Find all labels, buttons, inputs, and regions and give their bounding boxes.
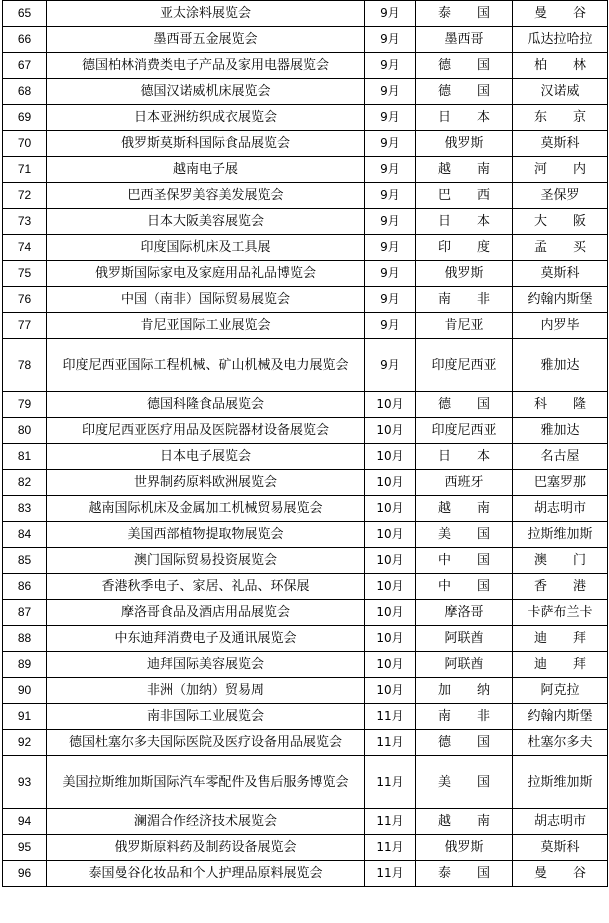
- exhibition-city: 东 京: [513, 105, 608, 131]
- exhibition-country: 越 南: [416, 496, 513, 522]
- exhibition-name: 巴西圣保罗美容美发展览会: [47, 183, 365, 209]
- exhibition-month: 10月: [365, 600, 416, 626]
- table-row: [3, 678, 608, 704]
- table-row: [3, 496, 608, 522]
- exhibition-name: 中东迪拜消费电子及通讯展览会: [47, 626, 365, 652]
- exhibition-city: 瓜达拉哈拉: [513, 27, 608, 53]
- exhibition-city: 迪 拜: [513, 626, 608, 652]
- exhibition-city: 莫斯科: [513, 835, 608, 861]
- table-row: [3, 339, 608, 392]
- exhibition-city: 巴塞罗那: [513, 470, 608, 496]
- row-number: 85: [3, 548, 47, 574]
- exhibition-country: 阿联酋: [416, 652, 513, 678]
- row-number: 70: [3, 131, 47, 157]
- exhibition-name: 中国（南非）国际贸易展览会: [47, 287, 365, 313]
- exhibition-country: 阿联酋: [416, 626, 513, 652]
- row-number: 81: [3, 444, 47, 470]
- row-number: 71: [3, 157, 47, 183]
- row-number: 94: [3, 809, 47, 835]
- exhibition-country: 美 国: [416, 522, 513, 548]
- exhibition-city: 卡萨布兰卡: [513, 600, 608, 626]
- exhibition-month: 9月: [365, 131, 416, 157]
- exhibition-name: 日本大阪美容展览会: [47, 209, 365, 235]
- row-number: 92: [3, 730, 47, 756]
- exhibition-month: 9月: [365, 157, 416, 183]
- exhibition-name: 非洲（加纳）贸易周: [47, 678, 365, 704]
- exhibition-name: 泰国曼谷化妆品和个人护理品原料展览会: [47, 861, 365, 887]
- table-row: [3, 600, 608, 626]
- exhibition-country: 西班牙: [416, 470, 513, 496]
- table-row: [3, 652, 608, 678]
- exhibition-table-body: [3, 1, 608, 887]
- exhibition-city: 拉斯维加斯: [513, 522, 608, 548]
- exhibition-city: 河 内: [513, 157, 608, 183]
- exhibition-month: 10月: [365, 548, 416, 574]
- row-number: 76: [3, 287, 47, 313]
- exhibition-country: 美 国: [416, 756, 513, 809]
- exhibition-name: 美国拉斯维加斯国际汽车零配件及售后服务博览会: [47, 756, 365, 809]
- row-number: 65: [3, 1, 47, 27]
- row-number: 74: [3, 235, 47, 261]
- exhibition-month: 9月: [365, 183, 416, 209]
- exhibition-city: 汉诺威: [513, 79, 608, 105]
- exhibition-month: 10月: [365, 626, 416, 652]
- table-row: [3, 574, 608, 600]
- exhibition-name: 印度尼西亚医疗用品及医院器材设备展览会: [47, 418, 365, 444]
- table-row: [3, 470, 608, 496]
- exhibition-country: 印度尼西亚: [416, 339, 513, 392]
- exhibition-city: 莫斯科: [513, 131, 608, 157]
- exhibition-month: 9月: [365, 79, 416, 105]
- exhibition-city: 胡志明市: [513, 809, 608, 835]
- exhibition-name: 印度尼西亚国际工程机械、矿山机械及电力展览会: [47, 339, 365, 392]
- exhibition-country: 日 本: [416, 105, 513, 131]
- table-row: [3, 209, 608, 235]
- exhibition-city: 雅加达: [513, 418, 608, 444]
- exhibition-month: 11月: [365, 704, 416, 730]
- exhibition-city: 香 港: [513, 574, 608, 600]
- exhibition-month: 10月: [365, 470, 416, 496]
- table-row: [3, 79, 608, 105]
- exhibition-name: 德国科隆食品展览会: [47, 392, 365, 418]
- table-row: [3, 235, 608, 261]
- table-row: [3, 444, 608, 470]
- exhibition-month: 9月: [365, 105, 416, 131]
- exhibition-month: 9月: [365, 53, 416, 79]
- exhibition-city: 拉斯维加斯: [513, 756, 608, 809]
- exhibition-month: 9月: [365, 1, 416, 27]
- exhibition-city: 胡志明市: [513, 496, 608, 522]
- exhibition-name: 美国西部植物提取物展览会: [47, 522, 365, 548]
- exhibition-city: 莫斯科: [513, 261, 608, 287]
- exhibition-name: 迪拜国际美容展览会: [47, 652, 365, 678]
- exhibition-name: 亚太涂料展览会: [47, 1, 365, 27]
- exhibition-country: 印度尼西亚: [416, 418, 513, 444]
- row-number: 78: [3, 339, 47, 392]
- exhibition-city: 曼 谷: [513, 1, 608, 27]
- exhibition-city: 名古屋: [513, 444, 608, 470]
- row-number: 88: [3, 626, 47, 652]
- row-number: 93: [3, 756, 47, 809]
- row-number: 77: [3, 313, 47, 339]
- row-number: 84: [3, 522, 47, 548]
- exhibition-city: 大 阪: [513, 209, 608, 235]
- exhibition-country: 越 南: [416, 809, 513, 835]
- exhibition-month: 10月: [365, 522, 416, 548]
- exhibition-country: 南 非: [416, 704, 513, 730]
- table-row: [3, 835, 608, 861]
- table-row: [3, 1, 608, 27]
- exhibition-table: [2, 0, 608, 887]
- exhibition-country: 南 非: [416, 287, 513, 313]
- table-row: [3, 287, 608, 313]
- exhibition-city: 孟 买: [513, 235, 608, 261]
- exhibition-country: 德 国: [416, 79, 513, 105]
- exhibition-name: 墨西哥五金展览会: [47, 27, 365, 53]
- table-row: [3, 756, 608, 809]
- exhibition-month: 11月: [365, 861, 416, 887]
- table-row: [3, 730, 608, 756]
- exhibition-month: 11月: [365, 756, 416, 809]
- table-row: [3, 418, 608, 444]
- table-row: [3, 522, 608, 548]
- exhibition-name: 肯尼亚国际工业展览会: [47, 313, 365, 339]
- exhibition-month: 9月: [365, 287, 416, 313]
- table-row: [3, 626, 608, 652]
- exhibition-name: 世界制药原料欧洲展览会: [47, 470, 365, 496]
- exhibition-city: 柏 林: [513, 53, 608, 79]
- table-row: [3, 548, 608, 574]
- exhibition-month: 9月: [365, 261, 416, 287]
- exhibition-country: 中 国: [416, 548, 513, 574]
- table-row: [3, 183, 608, 209]
- exhibition-month: 11月: [365, 809, 416, 835]
- exhibition-city: 圣保罗: [513, 183, 608, 209]
- exhibition-name: 越南国际机床及金属加工机械贸易展览会: [47, 496, 365, 522]
- exhibition-name: 德国柏林消费类电子产品及家用电器展览会: [47, 53, 365, 79]
- table-row: [3, 27, 608, 53]
- exhibition-country: 泰 国: [416, 1, 513, 27]
- exhibition-city: 澳 门: [513, 548, 608, 574]
- row-number: 91: [3, 704, 47, 730]
- exhibition-name: 越南电子展: [47, 157, 365, 183]
- exhibition-city: 雅加达: [513, 339, 608, 392]
- table-row: [3, 105, 608, 131]
- exhibition-country: 巴 西: [416, 183, 513, 209]
- exhibition-country: 墨西哥: [416, 27, 513, 53]
- row-number: 72: [3, 183, 47, 209]
- table-row: [3, 313, 608, 339]
- exhibition-name: 日本亚洲纺织成衣展览会: [47, 105, 365, 131]
- exhibition-country: 越 南: [416, 157, 513, 183]
- exhibition-country: 泰 国: [416, 861, 513, 887]
- exhibition-country: 摩洛哥: [416, 600, 513, 626]
- exhibition-country: 德 国: [416, 53, 513, 79]
- exhibition-country: 肯尼亚: [416, 313, 513, 339]
- table-row: [3, 261, 608, 287]
- exhibition-month: 9月: [365, 209, 416, 235]
- exhibition-country: 俄罗斯: [416, 131, 513, 157]
- table-row: [3, 809, 608, 835]
- row-number: 66: [3, 27, 47, 53]
- exhibition-month: 10月: [365, 444, 416, 470]
- exhibition-city: 杜塞尔多夫: [513, 730, 608, 756]
- row-number: 89: [3, 652, 47, 678]
- exhibition-name: 香港秋季电子、家居、礼品、环保展: [47, 574, 365, 600]
- exhibition-month: 10月: [365, 496, 416, 522]
- exhibition-month: 10月: [365, 392, 416, 418]
- row-number: 80: [3, 418, 47, 444]
- exhibition-name: 南非国际工业展览会: [47, 704, 365, 730]
- exhibition-city: 阿克拉: [513, 678, 608, 704]
- exhibition-country: 加 纳: [416, 678, 513, 704]
- exhibition-month: 10月: [365, 678, 416, 704]
- exhibition-month: 11月: [365, 835, 416, 861]
- table-row: [3, 392, 608, 418]
- row-number: 87: [3, 600, 47, 626]
- exhibition-country: 日 本: [416, 444, 513, 470]
- exhibition-name: 德国汉诺威机床展览会: [47, 79, 365, 105]
- exhibition-name: 德国杜塞尔多夫国际医院及医疗设备用品展览会: [47, 730, 365, 756]
- table-row: [3, 53, 608, 79]
- table-row: [3, 157, 608, 183]
- exhibition-name: 日本电子展览会: [47, 444, 365, 470]
- exhibition-month: 9月: [365, 339, 416, 392]
- table-row: [3, 131, 608, 157]
- exhibition-city: 约翰内斯堡: [513, 287, 608, 313]
- exhibition-country: 德 国: [416, 730, 513, 756]
- exhibition-month: 9月: [365, 235, 416, 261]
- row-number: 68: [3, 79, 47, 105]
- exhibition-name: 俄罗斯莫斯科国际食品展览会: [47, 131, 365, 157]
- exhibition-city: 科 隆: [513, 392, 608, 418]
- exhibition-city: 迪 拜: [513, 652, 608, 678]
- exhibition-country: 俄罗斯: [416, 261, 513, 287]
- exhibition-city: 约翰内斯堡: [513, 704, 608, 730]
- exhibition-name: 俄罗斯原料药及制药设备展览会: [47, 835, 365, 861]
- table-row: [3, 704, 608, 730]
- exhibition-city: 内罗毕: [513, 313, 608, 339]
- exhibition-month: 9月: [365, 27, 416, 53]
- row-number: 75: [3, 261, 47, 287]
- exhibition-country: 印 度: [416, 235, 513, 261]
- row-number: 82: [3, 470, 47, 496]
- table-row: [3, 861, 608, 887]
- exhibition-month: 9月: [365, 313, 416, 339]
- exhibition-country: 俄罗斯: [416, 835, 513, 861]
- row-number: 86: [3, 574, 47, 600]
- row-number: 96: [3, 861, 47, 887]
- exhibition-name: 印度国际机床及工具展: [47, 235, 365, 261]
- exhibition-name: 摩洛哥食品及酒店用品展览会: [47, 600, 365, 626]
- row-number: 90: [3, 678, 47, 704]
- row-number: 95: [3, 835, 47, 861]
- exhibition-name: 澳门国际贸易投资展览会: [47, 548, 365, 574]
- row-number: 73: [3, 209, 47, 235]
- exhibition-month: 11月: [365, 730, 416, 756]
- exhibition-country: 日 本: [416, 209, 513, 235]
- row-number: 79: [3, 392, 47, 418]
- row-number: 83: [3, 496, 47, 522]
- exhibition-name: 俄罗斯国际家电及家庭用品礼品博览会: [47, 261, 365, 287]
- exhibition-city: 曼 谷: [513, 861, 608, 887]
- exhibition-month: 10月: [365, 418, 416, 444]
- exhibition-country: 德 国: [416, 392, 513, 418]
- exhibition-month: 10月: [365, 574, 416, 600]
- exhibition-country: 中 国: [416, 574, 513, 600]
- exhibition-name: 澜湄合作经济技术展览会: [47, 809, 365, 835]
- row-number: 69: [3, 105, 47, 131]
- exhibition-month: 10月: [365, 652, 416, 678]
- row-number: 67: [3, 53, 47, 79]
